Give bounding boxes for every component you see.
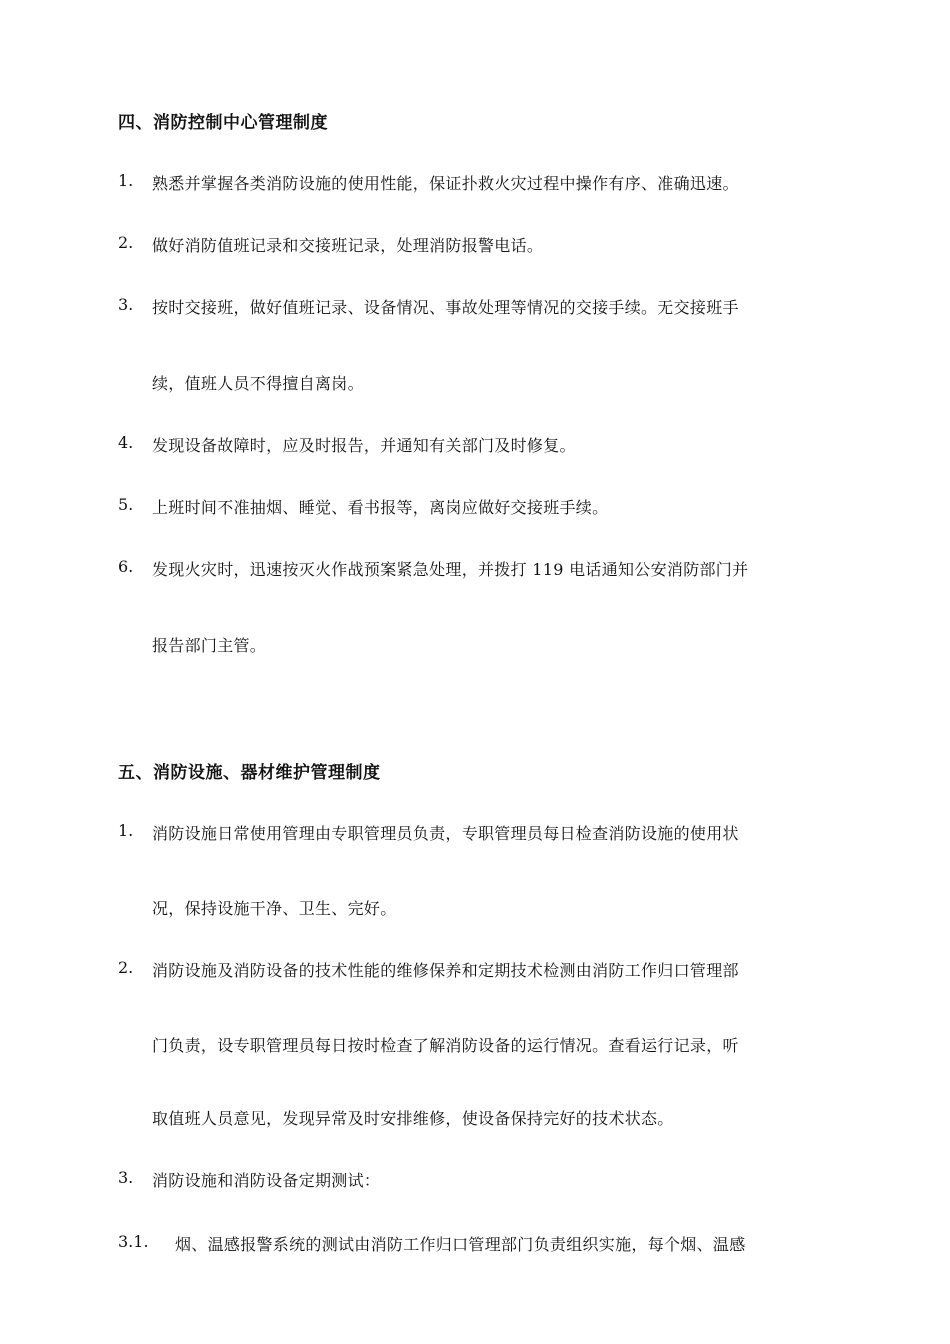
item-number: 3.	[118, 1168, 134, 1187]
item-number: 3.	[118, 295, 134, 314]
item-number: 2.	[118, 958, 134, 977]
item-text: 发现设备故障时，应及时报告，并通知有关部门及时修复。	[152, 436, 576, 455]
item-continuation: 门负责，设专职管理员每日按时检查了解消防设备的运行情况。查看运行记录，听	[152, 1036, 739, 1055]
item-continuation: 取值班人员意见，发现异常及时安排维修，使设备保持完好的技术状态。	[152, 1109, 674, 1128]
item-text: 按时交接班，做好值班记录、设备情况、事故处理等情况的交接手续。无交接班手	[152, 298, 739, 317]
item-continuation: 报告部门主管。	[152, 636, 267, 655]
item-number: 1.	[118, 821, 134, 840]
item-continuation: 况，保持设施干净、卫生、完好。	[152, 899, 397, 918]
item-text: 消防设施和消防设备定期测试：	[152, 1171, 381, 1190]
item-number: 1.	[118, 171, 134, 190]
item-text: 消防设施及消防设备的技术性能的维修保养和定期技术检测由消防工作归口管理部	[152, 961, 739, 980]
item-number: 2.	[118, 233, 134, 252]
item-text: 烟、温感报警系统的测试由消防工作归口管理部门负责组织实施，每个烟、温感	[175, 1235, 746, 1254]
section-5-heading: 五、消防设施、器材维护管理制度	[118, 763, 381, 783]
item-number: 6.	[118, 557, 134, 576]
item-number: 4.	[118, 433, 134, 452]
item-continuation: 续，值班人员不得擅自离岗。	[152, 374, 364, 393]
item-text: 上班时间不准抽烟、睡觉、看书报等，离岗应做好交接班手续。	[152, 498, 609, 517]
item-number: 3.1.	[118, 1232, 149, 1251]
section-4-heading: 四、消防控制中心管理制度	[118, 113, 328, 133]
item-text: 做好消防值班记录和交接班记录，处理消防报警电话。	[152, 236, 544, 255]
item-text: 消防设施日常使用管理由专职管理员负责，专职管理员每日检查消防设施的使用状	[152, 824, 739, 843]
item-number: 5.	[118, 495, 134, 514]
item-text: 熟悉并掌握各类消防设施的使用性能，保证扑救火灾过程中操作有序、准确迅速。	[152, 174, 739, 193]
item-text: 发现火灾时，迅速按灭火作战预案紧急处理，并拨打 119 电话通知公安消防部门并	[152, 560, 749, 579]
